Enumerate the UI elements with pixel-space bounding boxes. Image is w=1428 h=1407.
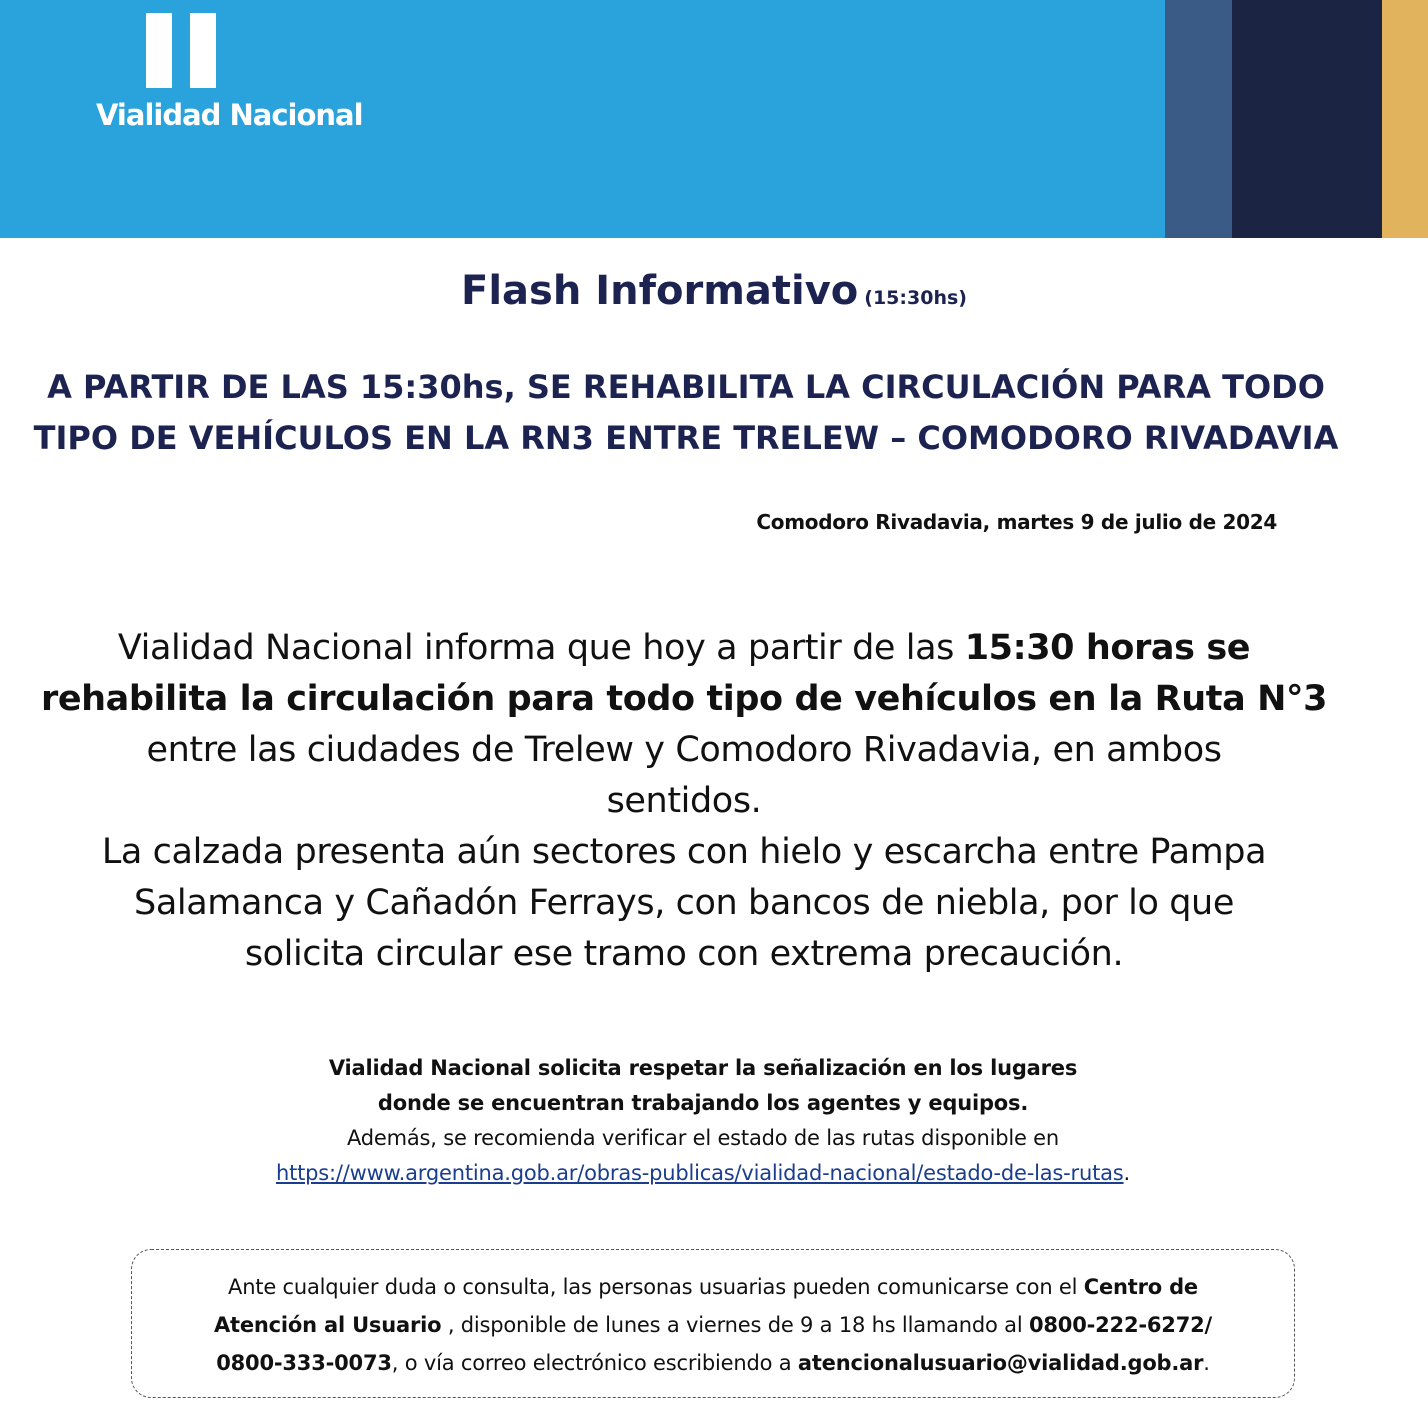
body-text-segment: Vialidad Nacional informa que hoy a partir de las — [117, 628, 965, 668]
brand-logo-text: Vialidad Nacional — [96, 98, 363, 132]
flash-title: Flash Informativo — [461, 268, 859, 314]
notice-block — [0, 1051, 1406, 1191]
body-bold-segment: rehabilita la circulación para todo tipo de vehículos en la Ruta N°3 — [40, 679, 1328, 719]
body-line — [0, 623, 1368, 674]
contact-email: atencionalusuario@vialidad.gob.ar — [797, 1351, 1204, 1375]
body-bold-segment: 15:30 horas se — [964, 628, 1251, 668]
contact-text-segment: , o vía correo electrónico escribiendo a — [391, 1351, 798, 1375]
contact-line — [150, 1268, 1276, 1306]
body-line: sentidos. — [606, 781, 762, 821]
logo-mark-left-bar — [146, 13, 172, 88]
logo-mark-right-bar — [190, 13, 216, 88]
contact-bold-segment: Centro de — [1083, 1275, 1198, 1299]
body-paragraph — [0, 623, 1368, 980]
notice-link-line — [0, 1156, 1406, 1191]
dateline: Comodoro Rivadavia, martes 9 de julio de 2024 — [756, 510, 1277, 534]
headline-line-2: TIPO DE VEHÍCULOS EN LA RN3 ENTRE TRELEW – COMODORO RIVADAVIA — [33, 419, 1339, 457]
road-status-link[interactable]: https://www.argentina.gob.ar/obras-publicas/vialidad-nacional/estado-de-las-rutas — [275, 1161, 1124, 1185]
headline — [0, 362, 1372, 464]
link-suffix: . — [1123, 1161, 1131, 1185]
body-line: entre las ciudades de Trelew y Comodoro Rivadavia, en ambos — [146, 730, 1222, 770]
contact-line — [150, 1344, 1276, 1382]
body-line: Salamanca y Cañadón Ferrays, con bancos de niebla, por lo que — [134, 883, 1234, 923]
flash-heading — [0, 268, 1428, 314]
header-stripe-steel — [1165, 0, 1232, 238]
contact-text-segment: , disponible de lunes a viernes de 9 a 18 hs llamando al — [441, 1313, 1029, 1337]
notice-line: donde se encuentran trabajando los agentes y equipos. — [377, 1091, 1029, 1115]
body-line — [0, 674, 1368, 725]
contact-text-segment: Ante cualquier duda o consulta, las personas usuarias pueden comunicarse con el — [228, 1275, 1084, 1299]
flash-time: (15:30hs) — [864, 287, 967, 309]
contact-text-segment: . — [1203, 1351, 1210, 1375]
contact-bold-segment: Atención al Usuario — [213, 1313, 442, 1337]
notice-line: Además, se recomienda verificar el estado de las rutas disponible en — [346, 1126, 1060, 1150]
notice-line: Vialidad Nacional solicita respetar la señalización en los lugares — [328, 1056, 1078, 1080]
contact-line — [150, 1306, 1276, 1344]
header-stripe-navy — [1232, 0, 1382, 238]
header-banner — [0, 0, 1428, 238]
contact-text — [150, 1268, 1276, 1382]
contact-phone: 0800-222-6272/ — [1028, 1313, 1212, 1337]
body-line: La calzada presenta aún sectores con hielo y escarcha entre Pampa — [101, 832, 1267, 872]
headline-line-1: A PARTIR DE LAS 15:30hs, SE REHABILITA LA CIRCULACIÓN PARA TODO — [47, 368, 1325, 406]
body-line: solicita circular ese tramo con extrema precaución. — [244, 934, 1124, 974]
header-stripe-gold — [1382, 0, 1428, 238]
contact-phone: 0800-333-0073 — [216, 1351, 392, 1375]
